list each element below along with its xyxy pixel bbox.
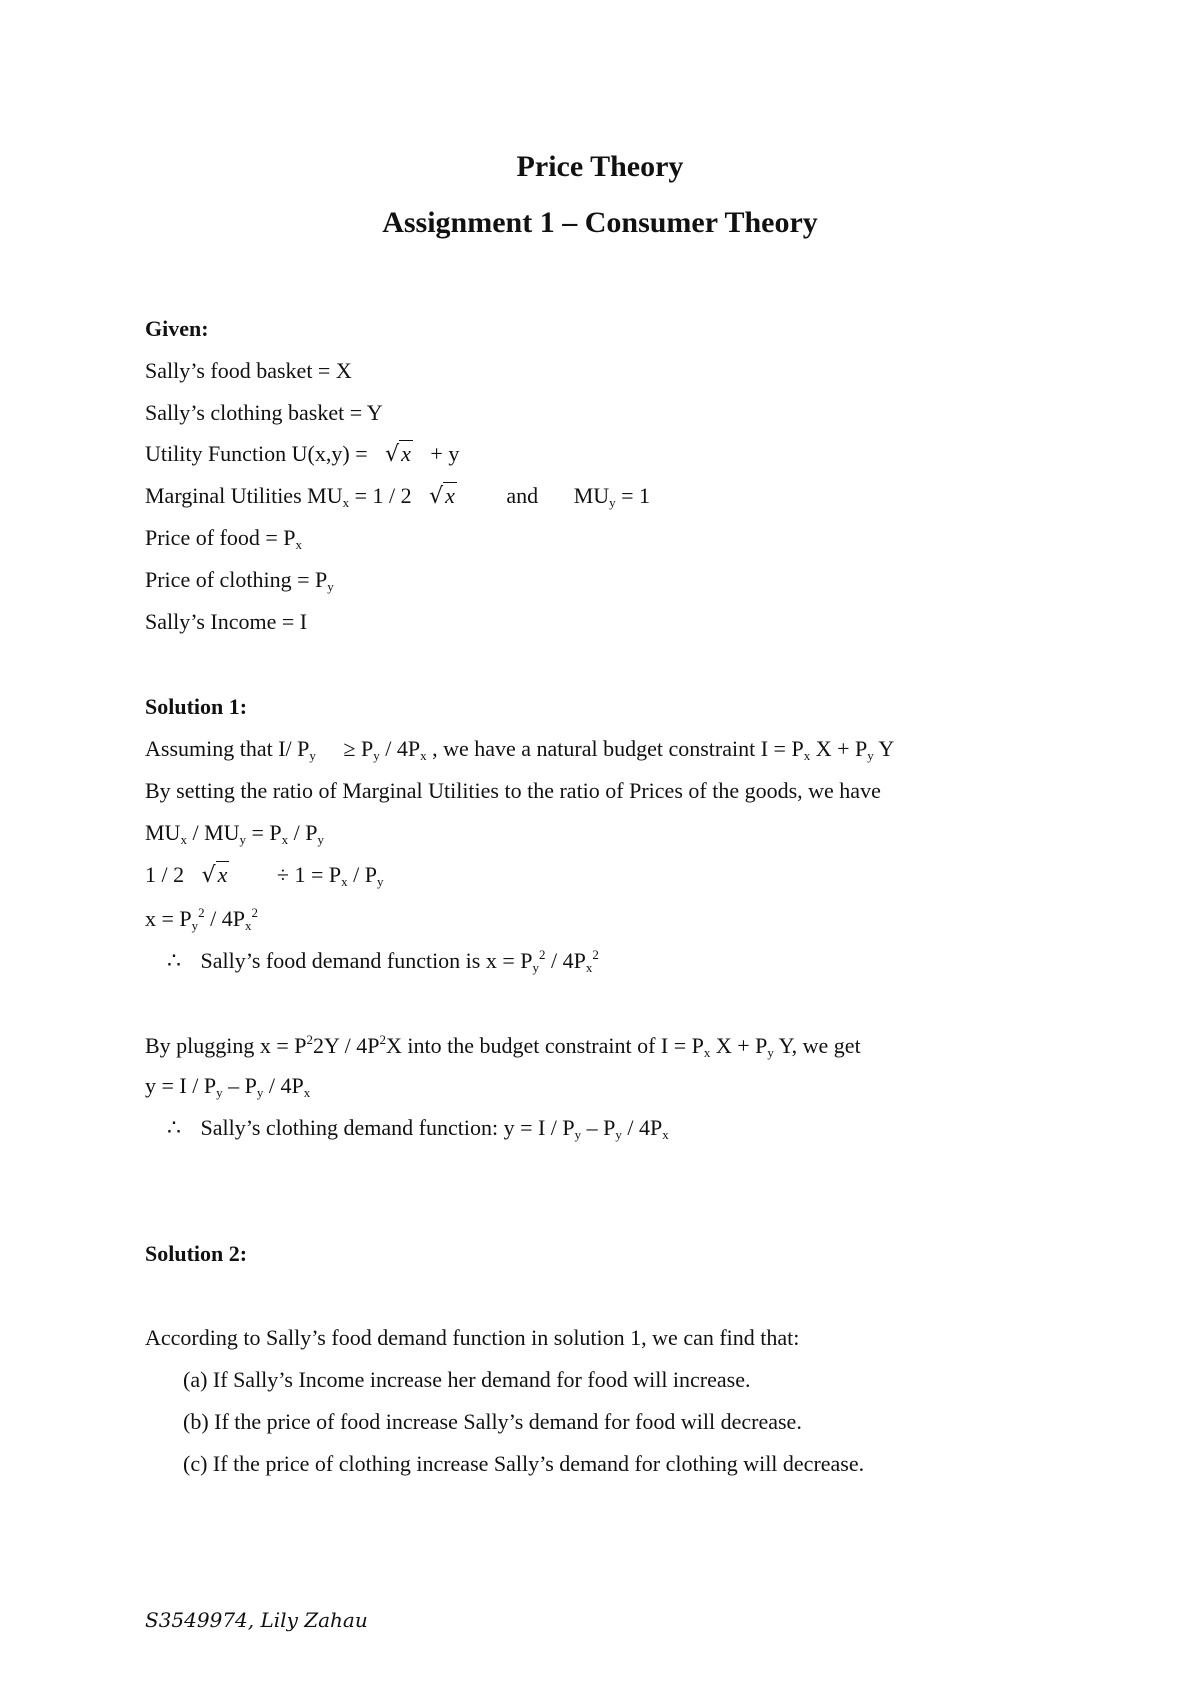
given-price-food: Price of food = $P_x$ [145,525,302,552]
solution2-intro: According to Sally’s food demand function in solution 1, we can find that: [145,1325,800,1350]
solution2-item-c: (c) If the price of clothing increase Sally’s demand for clothing will decrease. [183,1451,865,1476]
footer-author: S3549974, Lily Zahau [145,1608,368,1632]
utility-suffix: + y [430,441,460,466]
solution2-item-b: (b) If the price of food increase Sally’s demand for food will decrease. [183,1409,802,1434]
sqrt-x: √x [385,441,411,467]
solution1-food-demand: ∴ Sally’s food demand function is $x = P_y^2 / 4P_x^2$ [167,947,599,975]
given-marginal-utilities: Marginal Utilities $MU_x = 1 / 2$ √x and $MU_y = 1$ [145,483,651,510]
therefore-icon: ∴ [167,1115,181,1140]
given-price-clothing: Price of clothing = $P_y$ [145,567,334,594]
page-title: Price Theory [516,150,684,183]
given-heading: Given: [145,316,209,341]
solution2-item-a: (a) If Sally’s Income increase her demand for food will increase. [183,1367,751,1392]
solution1-assumption: Assuming that I/ $P_y \ge P_y / 4P_x$ , we have a natural budget constraint $I = P_x$ $X + P_y$ Y [145,736,895,763]
given-food-basket: Sally’s food basket = X [145,358,352,383]
given-clothing-basket: Sally’s clothing basket = Y [145,400,383,425]
utility-prefix: Utility Function U(x,y) = [145,441,368,466]
solution1-equation-sqrt: 1 / 2 $√x \div 1 = P_x / P_y$ [145,862,384,889]
solution1-equation-x: $x = P_y^2 / 4P_x^2$ [145,905,259,933]
given-utility-function [145,443,459,466]
solution1-heading: Solution 1: [145,694,248,719]
sqrt-x: √x [201,862,228,888]
solution1-equation-ratio: $MU_x / MU_y = P_x / P_y$ [145,820,325,847]
therefore-icon: ∴ [167,948,181,973]
solution1-equation-y: $y = I / P_y - P_y / 4P_x$ [145,1073,311,1100]
solution1-ratio-text: By setting the ratio of Marginal Utilities to the ratio of Prices of the goods, we have [145,778,881,803]
solution1-clothing-demand: ∴ Sally’s clothing demand function: $y = I / P_y - P_y / 4P_x$ [167,1115,669,1142]
solution1-plugging: By plugging $x = P^22Y / 4P^2X$ into the budget constraint of $I = P_x$ $X + P_y$ Y, we get [145,1032,861,1060]
solution2-heading: Solution 2: [145,1241,248,1266]
page-subtitle: Assignment 1 – Consumer Theory [382,206,818,239]
sqrt-x: √x [429,483,455,509]
given-income: Sally’s Income = I [145,609,308,634]
